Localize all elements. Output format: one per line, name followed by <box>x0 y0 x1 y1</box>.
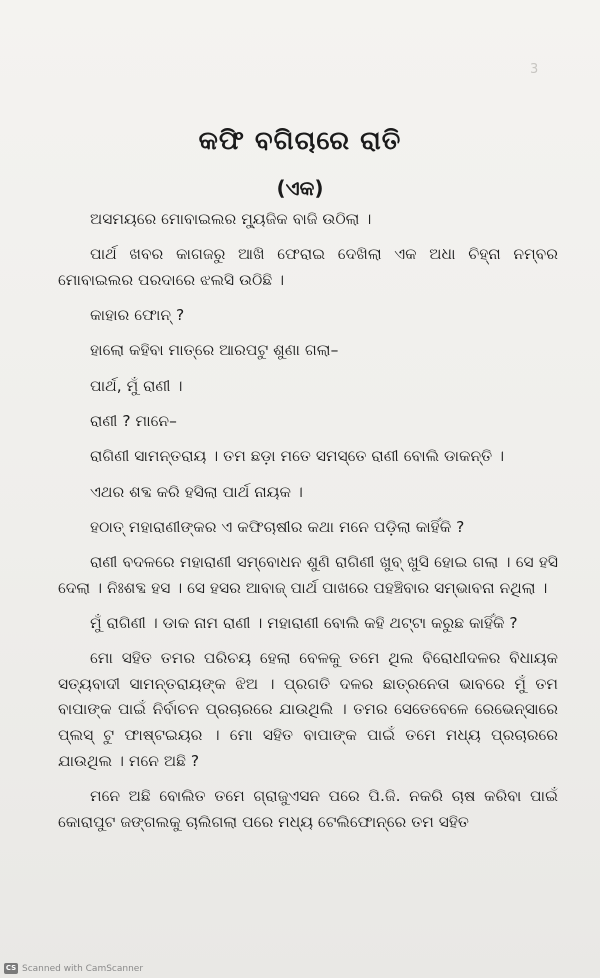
body-text <box>58 207 558 845</box>
paragraph: ପାର୍ଥ ଖବର କାଗଜରୁ ଆଖି ଫେରାଇ ଦେଖିଲା ଏକ ଅଧା ଚିହ୍ନା ନମ୍ବର ମୋବାଇଲର ପରଦାରେ ଝଲସି ଉଠିଛି । <box>58 245 558 289</box>
chapter-title: କଫି ବଗିଚାରେ ରାତି <box>198 126 402 156</box>
watermark-text: Scanned with CamScanner <box>22 963 144 974</box>
page-number: 3 <box>530 62 539 77</box>
scanner-watermark <box>4 963 143 974</box>
paragraph: ହାଲୋ କହିବା ମାତ୍ରେ ଆରପଟୁ ଶୁଣା ଗଲା– <box>90 341 339 360</box>
paragraph: ହଠାତ୍ ମହାରାଣୀଙ୍କର ଏ କଫିଚାଷୀର କଥା ମନେ ପଡ଼ିଲା କାହିଁକି ? <box>90 517 465 536</box>
paragraph: ଏଥର ଶବ୍ଦ କରି ହସିଲା ପାର୍ଥ ନାୟକ । <box>90 482 303 501</box>
paragraph: ମନେ ଅଛି ବୋଲିତ ତମେ ଗ୍ରାଜୁଏସନ ପରେ ପି.ଜି. ନକରି ଚାଷ କରିବା ପାଇଁ କୋରାପୁଟ ଜଙ୍ଗଲକୁ ଚାଲିଗଲା ପରେ ମଧ୍ୟ ଟେଲିଫୋନ୍‌ରେ ତମ ସହିତ <box>58 786 558 831</box>
paragraph: ରାଣୀ ବଦଳରେ ମହାରାଣୀ ସମ୍ବୋଧନ ଶୁଣି ରାଗିଣୀ ଖୁବ୍ ଖୁସି ହୋଇ ଗଲା । ସେ ହସି ଦେଲା । ନିଃଶବ୍ଦ ହସ । ସେ ହସର ଆବାଜ୍ ପାର୍ଥ ପାଖରେ ପହଞ୍ଚିବାର ସମ୍ଭାବନା ନଥିଲା । <box>58 553 558 597</box>
paragraph: ରାଗିଣୀ ସାମନ୍ତରାୟ । ତମ ଛଡ଼ା ମତେ ସମସ୍ତେ ରାଣୀ ବୋଲି ଡାକନ୍ତି । <box>90 447 505 466</box>
paragraph: ମୁଁ ରାଗିଣୀ । ଡାକ ନାମ ରାଣୀ । ମହାରାଣୀ ବୋଲି କହି ଥଟ୍ଟା କରୁଛ କାହିଁକି ? <box>90 614 518 632</box>
camscanner-logo-icon: CS <box>5 964 17 972</box>
paragraph: କାହାର ଫୋନ୍ ? <box>90 306 185 325</box>
paragraph: ମୋ ସହିତ ତମର ପରିଚୟ ହେଲା ବେଳକୁ ତମେ ଥିଲ ବିରୋଧୀଦଳର ବିଧାୟକ ସତ୍ୟବାଦୀ ସାମନ୍ତରାୟଙ୍କ ଝିଅ । ପ୍ରଗତି ଦଳର ଛାତ୍ରନେତା ଭାବରେ ମୁଁ ତମ ବାପାଙ୍କ ପାଇଁ ନିର୍ବାଚନ ପ୍ରଚାରରେ ଯାଉଥିଲି । ତମର ସେତେବେଳେ ରେଭେନ୍ସାରେ ପ୍ଲସ୍ ଟୁ ଫାଷ୍ଟଇୟର । ମୋ ସହିତ ବାପାଙ୍କ ପାଇଁ ତମେ ମଧ୍ୟ ପ୍ରଚାରରେ ଯାଉଥିଲ । ମନେ ଅଛି ? <box>58 649 558 770</box>
chapter-subtitle: (ଏକ) <box>276 176 324 200</box>
paragraph: ପାର୍ଥ, ମୁଁ ରାଣୀ । <box>90 376 183 395</box>
paragraph: ଅସମୟରେ ମୋବାଇଲର ମ୍ୟୁଜିକ ବାଜି ଉଠିଲା । <box>90 210 372 228</box>
paragraph: ରାଣୀ ? ମାନେ– <box>90 412 177 430</box>
